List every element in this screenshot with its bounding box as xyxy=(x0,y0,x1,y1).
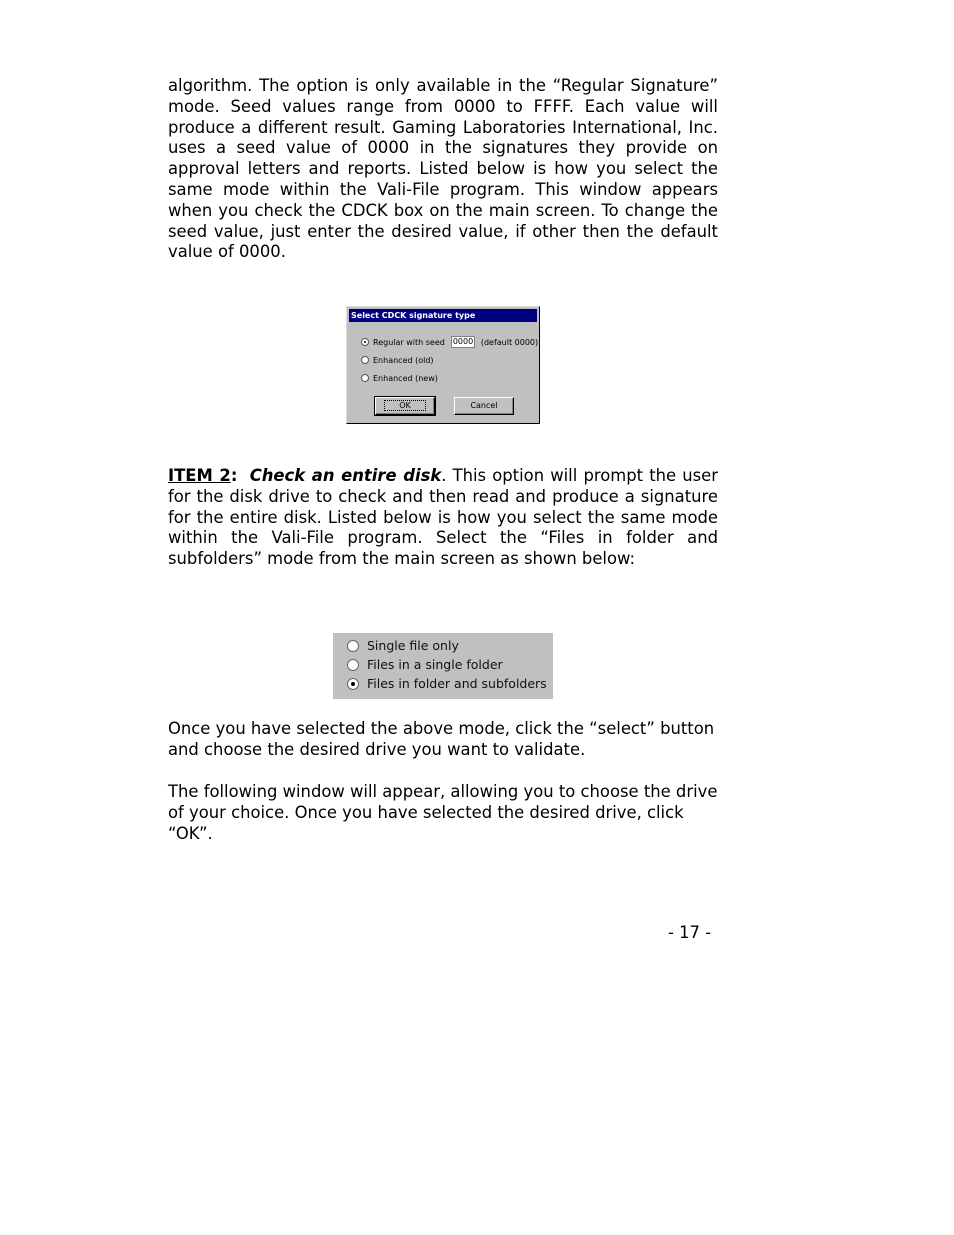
option-enhanced-old[interactable] xyxy=(361,354,434,366)
radio-icon[interactable] xyxy=(361,356,369,364)
page-number: - 17 - xyxy=(668,923,712,942)
cdck-signature-dialog xyxy=(346,306,540,424)
option-enhanced-new[interactable] xyxy=(361,372,438,384)
radio-icon[interactable] xyxy=(347,640,359,652)
cancel-button[interactable]: Cancel xyxy=(454,397,514,415)
item-body: . This option will prompt the user for the disk drive to check and then read and produce a signature for the entire disk. Listed below is how you select the same mode within the Vali-File program. Select the “Files in folder and subfolders” mode from the main screen as shown below: xyxy=(168,466,718,569)
select-instructions: Once you have selected the above mode, click the “select” button and choose the desired drive you want to validate. xyxy=(168,719,715,759)
mode-label: Files in a single folder xyxy=(367,657,503,672)
radio-selected-icon[interactable] xyxy=(347,678,359,690)
item-label: ITEM 2 xyxy=(168,466,231,485)
option-label: Enhanced (new) xyxy=(373,373,438,383)
ok-label: OK xyxy=(384,400,426,411)
seed-input[interactable]: 0000 xyxy=(452,337,474,346)
radio-icon[interactable] xyxy=(347,659,359,671)
radio-icon[interactable] xyxy=(361,374,369,382)
mode-radio-group xyxy=(333,633,553,699)
drive-window-instructions: The following window will appear, allowing you to choose the drive of your choice. Once you have selected the desired drive, click “OK”. xyxy=(168,782,718,843)
option-label: Regular with seed xyxy=(373,337,445,347)
mode-label: Files in folder and subfolders xyxy=(367,676,547,691)
mode-label: Single file only xyxy=(367,638,459,653)
item-title: Check an entire disk xyxy=(249,466,442,485)
item-2-paragraph xyxy=(168,466,718,570)
ok-button[interactable] xyxy=(375,397,435,415)
option-label: Enhanced (old) xyxy=(373,355,434,365)
dialog-title: Select CDCK signature type xyxy=(349,309,537,322)
intro-paragraph: algorithm. The option is only available in the “Regular Signature” mode. Seed values range from 0000 to FFFF. Each value will produce a different result. Gaming Laboratories International, Inc. uses a seed value of 0000 in the signatures they provide on approval letters and reports. Listed below is how you select the same mode within the Vali-File program. This window appears when you check the CDCK box on the main screen. To change the seed value, just enter the desired value, if other then the default value of 0000. xyxy=(168,76,718,262)
mode-folder-subfolders[interactable] xyxy=(347,674,547,693)
item-colon: : xyxy=(230,466,238,485)
option-regular-with-seed[interactable] xyxy=(361,336,538,348)
seed-hint: (default 0000) xyxy=(480,337,539,347)
mode-single-file[interactable] xyxy=(347,636,459,655)
mode-single-folder[interactable] xyxy=(347,655,503,674)
radio-selected-icon[interactable] xyxy=(361,338,369,346)
